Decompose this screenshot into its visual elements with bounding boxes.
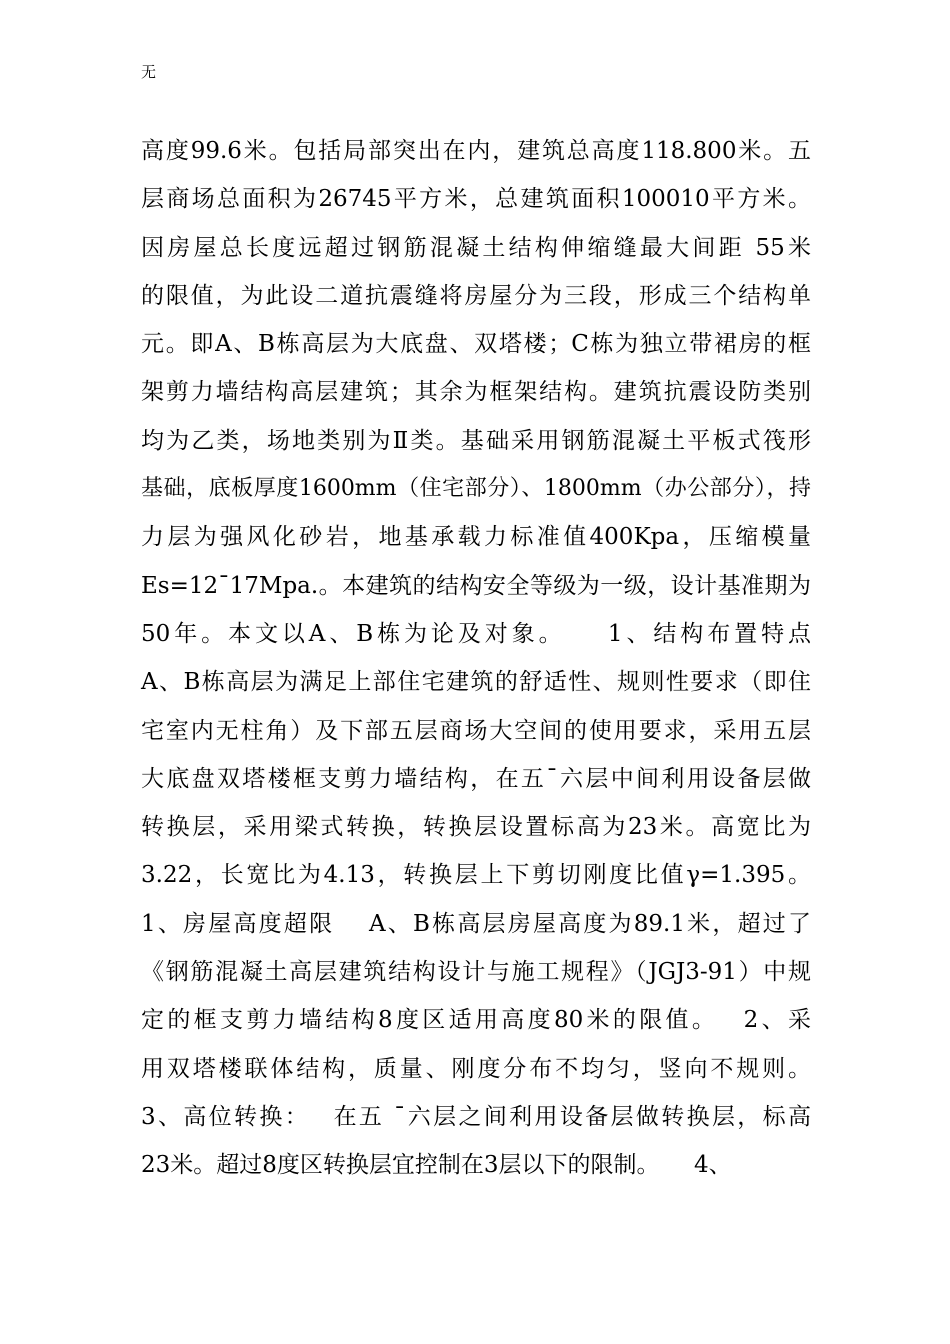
text-line: 元。即A、B栋高层为大底盘、双塔楼；C栋为独立带裙房的框 [141,331,811,358]
text-line: 定的框支剪力墙结构8度区适用高度80米的限值。 2、采 [141,1007,811,1034]
text-line: 转换层，采用梁式转换，转换层设置标高为23米。高宽比为 [141,814,811,841]
text-line: 层商场总面积为26745平方米，总建筑面积100010平方米。 [141,186,811,213]
text-line: 用双塔楼联体结构，质量、刚度分布不均匀，竖向不规则。 [141,1055,811,1082]
text-line: 的限值，为此设二道抗震缝将房屋分为三段，形成三个结构单 [141,282,811,309]
text-line: 高度99.6米。包括局部突出在内，建筑总高度118.800米。五 [141,138,811,164]
text-line: 《钢筋混凝土高层建筑结构设计与施工规程》（JGJ3-91）中规 [141,959,811,986]
text-line: 宅室内无柱角）及下部五层商场大空间的使用要求，采用五层 [141,717,811,744]
text-line: 3.22，长宽比为4.13，转换层上下剪切刚度比值γ=1.395。 [141,862,811,889]
text-line: 23米。超过8度区转换层宜控制在3层以下的限制。 4、 [141,1152,732,1179]
text-line: 均为乙类，场地类别为Ⅱ类。基础采用钢筋混凝土平板式筏形 [141,427,811,454]
text-line: 3、高位转换： 在五 ¯六层之间利用设备层做转换层，标高 [141,1103,811,1130]
text-line: A、B栋高层为满足上部住宅建筑的舒适性、规则性要求（即住 [141,669,811,696]
text-line: 1、房屋高度超限 A、B栋高层房屋高度为89.1米，超过了 [141,910,811,937]
text-line: 架剪力墙结构高层建筑；其余为框架结构。建筑抗震设防类别 [141,379,811,406]
text-line: 基础，底板厚度1600mm（住宅部分）、1800mm（办公部分），持 [141,476,811,502]
text-line: Es=12¯17Mpa.。本建筑的结构安全等级为一级，设计基准期为 [141,572,811,599]
text-line: 50年。本文以A、B栋为论及对象。 1、结构布置特点 [141,620,811,647]
text-line: 大底盘双塔楼框支剪力墙结构，在五¯六层中间利用设备层做 [141,765,811,792]
page-header: 无 [141,63,157,81]
body-text [141,127,811,1190]
text-line: 因房屋总长度远超过钢筋混凝土结构伸缩缝最大间距 55米 [141,234,811,261]
text-line: 力层为强风化砂岩，地基承载力标准值400Kpa，压缩模量 [141,524,811,551]
